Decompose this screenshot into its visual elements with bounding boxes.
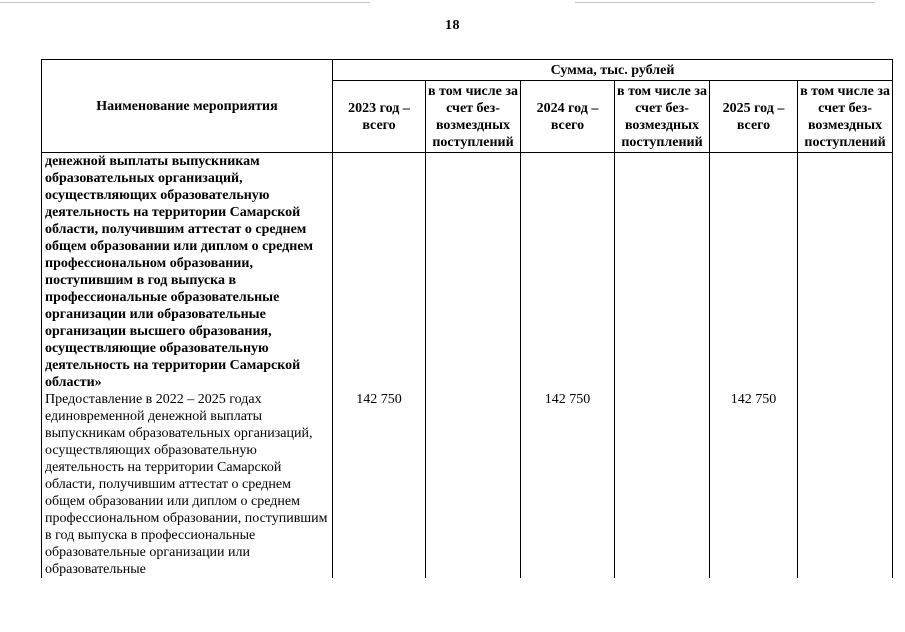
header-2023-grants: в том числе за счет без-возмездных поступлений — [426, 81, 521, 153]
cell-2025-grants — [798, 391, 893, 578]
cell-2024-total — [521, 153, 615, 392]
cell-2025-total — [710, 153, 798, 392]
header-2023-total: 2023 год – всего — [333, 81, 426, 153]
table-row — [42, 153, 893, 392]
header-row-top — [42, 60, 893, 81]
header-2024-grants: в том числе за счет без-возмездных поступлений — [615, 81, 710, 153]
row-name — [42, 391, 333, 578]
cell-2024-total: 142 750 — [521, 391, 615, 578]
cell-2023-total — [333, 153, 426, 392]
cell-2025-grants — [798, 153, 893, 392]
header-sum-group: Сумма, тыс. рублей — [333, 60, 893, 81]
cell-2023-grants — [426, 391, 521, 578]
header-2025-grants: в том числе за счет без-возмездных поступлений — [798, 81, 893, 153]
top-scan-rule-left — [0, 2, 370, 3]
cell-2025-total: 142 750 — [710, 391, 798, 578]
cell-2024-grants — [615, 391, 710, 578]
header-name-column: Наименование мероприятия — [42, 60, 333, 153]
top-scan-rule-right — [575, 2, 875, 3]
row-name-text: Предоставление в 2022 – 2025 годах единовременной денежной выплаты выпускникам образовательных организаций, осуществляющих образовательную деятельность на территории Самарской области, получившим аттестат о среднем общем образовании или диплом о среднем профессиональном образовании, поступившим в год выпуска в профессиональные образовательные организации или образовательные — [45, 392, 328, 577]
table-row — [42, 391, 893, 578]
row-name-continued — [42, 153, 333, 392]
row-name-text: денежной выплаты выпускникам образовательных организаций, осуществляющих образовательную деятельность на территории Самарской области, получившим аттестат о среднем общем образовании или диплом о среднем профессиональном образовании, поступившим в год выпуска в профессиональные образовательные организации или образовательные организации высшего образования, осуществляющие образовательную деятельность на территории Самарской области» — [45, 154, 314, 390]
cell-2024-grants — [615, 153, 710, 392]
cell-2023-total: 142 750 — [333, 391, 426, 578]
header-2024-total: 2024 год – всего — [521, 81, 615, 153]
page-number: 18 — [445, 18, 460, 33]
cell-2023-grants — [426, 153, 521, 392]
funding-table — [41, 59, 893, 578]
header-2025-total: 2025 год – всего — [710, 81, 798, 153]
